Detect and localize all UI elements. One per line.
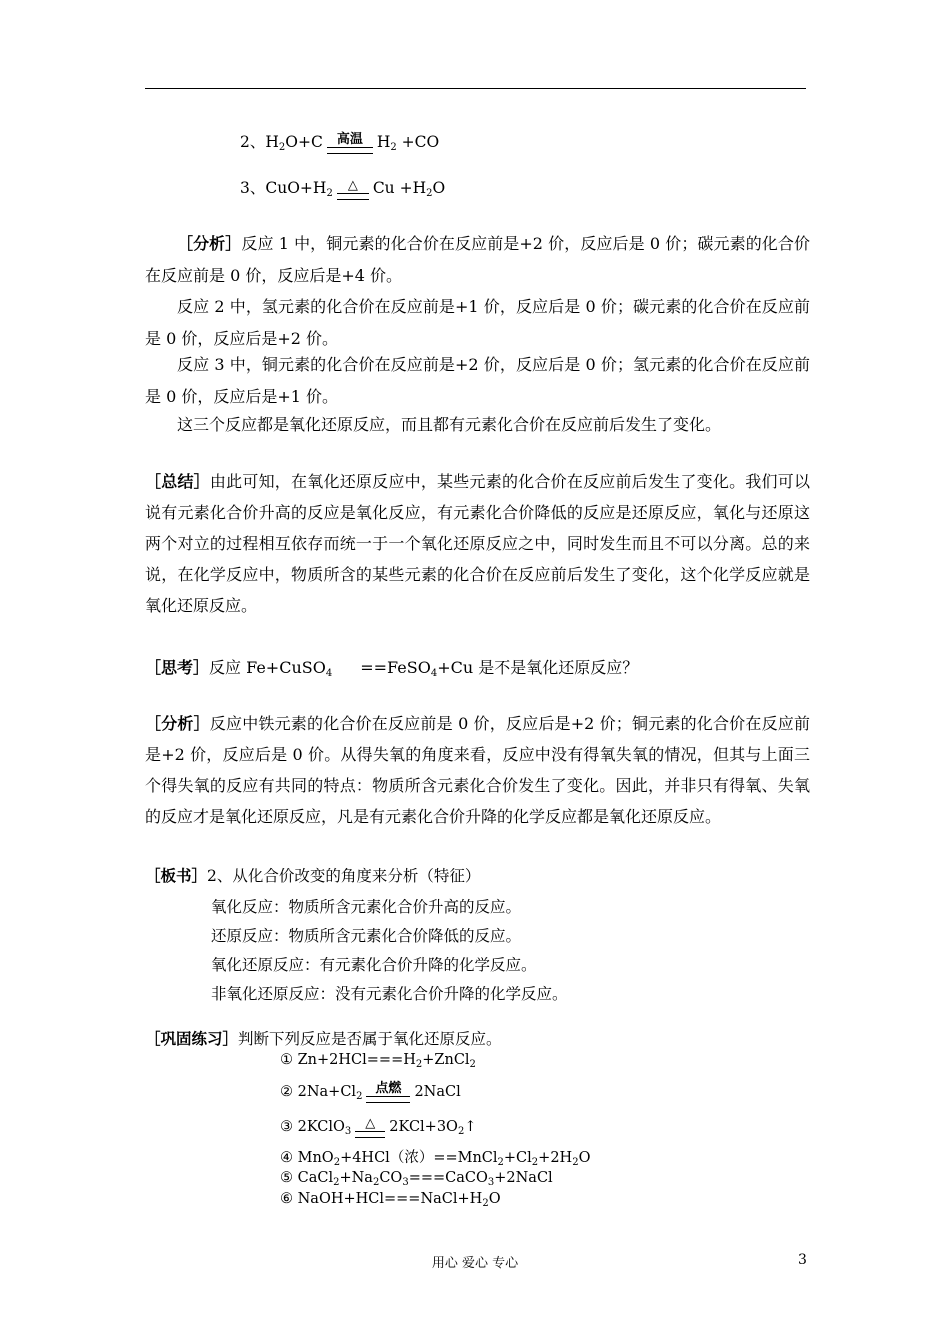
reaction-condition: △ bbox=[355, 1117, 385, 1142]
analysis-paragraph-3: 反应 3 中，铜元素的化合价在反应前是+2 价，反应后是 0 价；氢元素的化合价在反应前是 0 价，反应后是+1 价。 bbox=[145, 355, 810, 406]
analysis-paragraph-1: ［分析］反应 1 中，铜元素的化合价在反应前是+2 价，反应后是 0 价；碳元素的化合价在反应前是 0 价，反应后是+4 价。 bbox=[145, 234, 810, 285]
page-number: 3 bbox=[798, 1252, 807, 1268]
exercise-6: ⑥ $NaOH+HCl===NaCl+H_2O$ bbox=[280, 1191, 501, 1209]
footer-text: 用心 爱心 专心 bbox=[431, 1256, 519, 1271]
analysis-paragraph-5: ［分析］反应中铁元素的化合价在反应前是 0 价，反应后是+2 价；铜元素的化合价在反应前是+2 价，反应后是 0 价。从得失氧的角度来看，反应中没有得氧失氧的情况，但其与上面三个得失氧的反应有共同的特点：物质所含元素化合价发生了变化。因此，并非只有得氧、失氧的反应才是氧化还原反应，凡是有元素化合价升降的化学反应都是氧化还原反应。 bbox=[145, 714, 810, 826]
up-arrow-icon: ↑ bbox=[464, 1119, 477, 1135]
board-item: 氧化反应：物质所含元素化合价升高的反应。 bbox=[211, 898, 522, 916]
reaction-condition: △ bbox=[337, 179, 369, 204]
reaction-condition: 点燃 bbox=[366, 1082, 410, 1107]
board-item: 氧化还原反应：有元素化合价升降的化学反应。 bbox=[211, 956, 537, 974]
board-title: ［板书］2、从化合价改变的角度来分析（特征） bbox=[145, 867, 481, 885]
board-item: 非氧化还原反应：没有元素化合价升降的化学反应。 bbox=[211, 985, 568, 1003]
header-rule bbox=[145, 88, 806, 89]
exercise-3: ③ 2KClO$_3$ △ $2KCl+3O_2↑$ bbox=[280, 1117, 476, 1142]
exercise-2: ② $2Na+Cl_2$ 点燃 2NaCl bbox=[280, 1082, 461, 1107]
exercise-1: ① $Zn+2HCl===H_2+ZnCl_2$ bbox=[280, 1052, 476, 1070]
summary-paragraph: ［总结］由此可知，在氧化还原反应中，某些元素的化合价在反应前后发生了变化。我们可以说有元素化合价升高的反应是氧化反应，有元素化合价降低的反应是还原反应，氧化与还原这两个对立的过程相互依存而统一于一个氧化还原反应之中，同时发生而且不可以分离。总的来说，在化学反应中，物质所含的某些元素的化合价在反应前后发生了变化，这个化学反应就是氧化还原反应。 bbox=[145, 472, 810, 615]
reaction-condition: 高温 bbox=[327, 133, 373, 158]
equation-2: 2、$H_2O+C$ 高温 $H_2 +CO$ bbox=[240, 132, 439, 158]
practice-title: ［巩固练习］判断下列反应是否属于氧化还原反应。 bbox=[145, 1030, 502, 1048]
analysis-paragraph-4: 这三个反应都是氧化还原反应，而且都有元素化合价在反应前后发生了变化。 bbox=[177, 415, 722, 434]
exercise-4: ④ MnO$_2$+4HCl（浓）$==MnCl_2+Cl_2+2H_2O$ bbox=[280, 1150, 591, 1168]
exercise-5: ⑤ $CaCl_2+Na_2CO_3===CaCO_3+2NaCl$ bbox=[280, 1170, 553, 1188]
board-item: 还原反应：物质所含元素化合价降低的反应。 bbox=[211, 927, 522, 945]
equation-3: 3、$CuO+H_2$ △ $Cu +H_2O$ bbox=[240, 178, 445, 204]
think-line: ［思考］反应 Fe+CuSO$_4$ ==FeSO$_4$+Cu 是不是氧化还原反应？ bbox=[145, 658, 639, 679]
analysis-paragraph-2: 反应 2 中，氢元素的化合价在反应前是+1 价，反应后是 0 价；碳元素的化合价在反应前是 0 价，反应后是+2 价。 bbox=[145, 297, 810, 348]
